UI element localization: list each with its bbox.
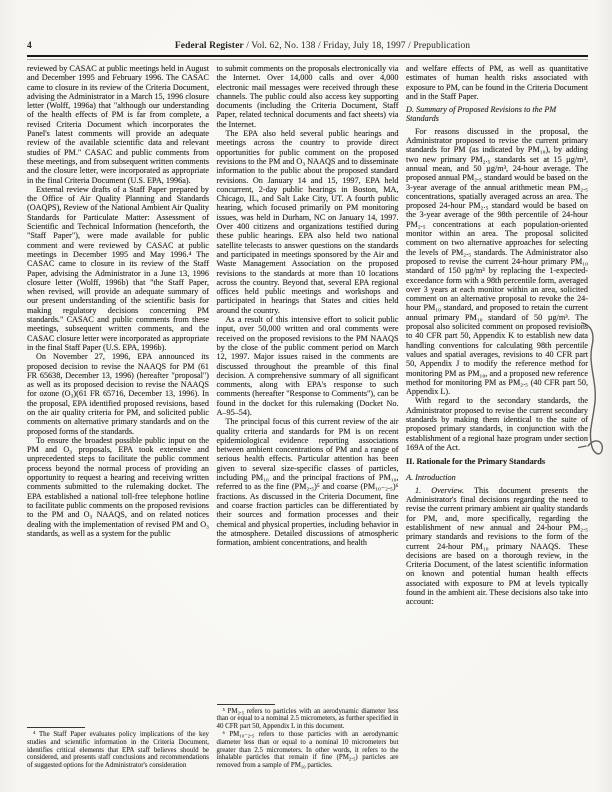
footnote-block	[217, 700, 399, 770]
handwritten-brace-annotation	[578, 320, 610, 470]
column-1	[27, 64, 209, 770]
column-3	[406, 64, 588, 770]
overview-lead-in: 1. Overview.	[415, 485, 465, 495]
paragraph: External review drafts of a Staff Paper prepared by the Office of Air Quality Planning and Standards (OAQPS), Review of the National Ambient Air Quality Standards for Particulate Matter: Assessment of Scientific and Technical Information (henceforth, the "Staff Paper"), were made available for public comment and were reviewed by CASAC at public meetings in December 1995 and May 1996.⁴ The CASAC came to closure in its review of the Staff Paper, advising the Administrator in a June 13, 1996 closure letter (Wolff, 1996b) that "the Staff Paper, when revised, will provide an adequate summary of our present understanding of the scientific basis for making regulatory decisions concerning PM standards." CASAC and public comments from these meetings, subsequent written comments, and the CASAC closure letter were incorporated as appropriate in the final Staff Paper (U.S. EPA, 1996b).	[27, 184, 209, 352]
paragraph: reviewed by CASAC at public meetings held in August and December 1995 and February 1996. The CASAC came to closure in its review of the Criteria Document, advising the Administrator in a March 15, 1996 closure letter (Wolff, 1996a) that "although our understanding of the health effects of PM is far from complete, a revised Criteria Document which incorporates the Panel's latest comments will provide an adequate review of the available scientific data and relevant studies of PM." CASAC and public comments from these meetings, and from subsequent written comments and the closure letter, were incorporated as appropriate in the final Criteria Document (U.S. EPA, 1996a).	[27, 64, 209, 185]
footnote-block	[27, 723, 209, 770]
paragraph: and welfare effects of PM, as well as quantitative estimates of human health risks associated with exposure to PM, can be found in the Criteria Document and in the Staff Paper.	[406, 64, 588, 101]
paragraph	[406, 486, 588, 607]
footnote-separator	[27, 727, 85, 728]
paragraph: With regard to the secondary standards, the Administrator proposed to revise the current secondary standards by making them identical to the suite of proposed primary standards, in conjunction with the establishment of a regional haze program under section 169A of the Act.	[406, 396, 588, 452]
column-2	[217, 64, 399, 770]
three-column-body	[27, 64, 588, 770]
header-title	[57, 41, 588, 52]
paragraph: The EPA also held several public hearings and meetings across the country to provide direct opportunities for public comment on the proposed revisions to the PM and O₃ NAAQS and to disseminate information to the public about the proposed standard revisions. On January 14 and 15, 1997, EPA held concurrent, 2-day public hearings in Boston, MA, Chicago, IL, and Salt Lake City, UT. A fourth public hearing, which focused primarily on PM monitoring issues, was held in Durham, NC on January 14, 1997. Over 400 citizens and organizations testified during these public hearings. EPA also held two national satellite telecasts to answer questions on the standards and participated in meetings sponsored by the Air and Waste Management Association on the proposed revisions to the standards at more than 10 locations across the country. Beyond that, several EPA regional offices held public meetings and workshops and participated in hearings that States and cities held around the country.	[216, 129, 399, 315]
section-heading-a-introduction: A. Introduction	[406, 473, 456, 483]
paragraph: For reasons discussed in the proposal, the Administrator proposed to revise the current primary standards for PM (as indicated by PM₁₀), by adding two new primary PM₂.₅ standards set at 15 µg/m³, annual mean, and 50 µg/m³, 24-hour average. The proposed annual PM₂.₅ standard would be based on the 3-year average of the annual arithmetic mean PM₂.₅ concentrations, spatially averaged across an area. The proposed 24-hour PM₂.₅ standard would be based on the 3-year average of the 98th percentile of 24-hour PM₂.₅ concentrations at each population-oriented monitor within an area. The proposal solicited comment on two alternative approaches for selecting the levels of PM₂.₅ standards. The Administrator also proposed to revise the current 24-hour primary PM₁₀ standard of 150 µg/m³ by replacing the 1-expected-exceedance form with a 98th percentile form, averaged over 3 years at each monitor within an area, solicited comment on an alternative proposal to revoke the 24-hour PM₁₀ standard, and proposed to retain the current annual primary PM₁₀ standard of 50 µg/m³. The proposal also solicited comment on proposed revisions to 40 CFR part 50, Appendix K to establish new data handling conventions for calculating 98th percentile values and spatial averages, revisions to 40 CFR part 50, Appendix J to modify the reference method for monitoring PM as PM₁₀, and a proposed new reference method for monitoring PM as PM₂.₅ (40 CFR part 50, Appendix L).	[406, 126, 588, 397]
footnote-4: ⁴ The Staff Paper evaluates policy implications of the key studies and scientific information in the Criteria Document, identifies critical elements that EPA staff believes should be considered, and presents staff conclusions and recommendations of suggested options for the Administrator's consideration	[27, 731, 209, 770]
page-header	[27, 41, 588, 52]
header-journal-name: Federal Register	[174, 41, 244, 51]
section-heading-d-summary: D. Summary of Proposed Revisions to the PM Standards	[406, 105, 557, 124]
footnote-separator	[217, 704, 275, 705]
header-rule-shadow	[27, 59, 588, 60]
footnote-5: ⁵ PM₂.₅ refers to particles with an aerodynamic diameter less than or equal to a nominal 2.5 micrometers, as further specified in 40 CFR part 50, Appendix L in this document.	[216, 707, 399, 731]
paragraph: As a result of this intensive effort to solicit public input, over 50,000 written and oral comments were received on the proposed revisions to the PM NAAQS by the close of the public comment period on March 12, 1997. Major issues raised in the comments are discussed throughout the preamble of this final decision. A comprehensive summary of all significant comments, along with EPA's response to such comments (hereafter "Response to Comments"), can be found in the docket for this rulemaking (Docket No. A–95–54).	[216, 315, 399, 417]
paragraph: The principal focus of this current review of the air quality criteria and standards for PM is on recent epidemiological evidence reporting associations between ambient concentrations of PM and a range of serious health effects. Particular attention has been given to several size-specific classes of particles, including PM₁₀ and the principal fractions of PM₁₀, referred to as the fine (PM₂.₅)⁵ and coarse (PM₁₀₋₂.₅)⁶ fractions. As discussed in the Criteria Document, fine and coarse fraction particles can be differentiated by their sources and formation processes and their chemical and physical properties, including behavior in the atmosphere. Detailed discussions of atmospheric formation, ambient concentrations, and health	[216, 417, 399, 548]
paragraph: To ensure the broadest possible public input on the PM and O₃ proposals, EPA took extensive and unprecedented steps to facilitate the public comment process beyond the normal process of providing an opportunity to request a hearing and receiving written comments submitted to the rulemaking docket. The EPA established a national toll-free telephone hotline to facilitate public comments on the proposed revisions to the PM and O₃ NAAQS, and on related notices dealing with the implementation of revised PM and O₃ standards, as well as a system for the public	[27, 435, 209, 538]
paragraph: to submit comments on the proposals electronically via the Internet. Over 14,000 calls and over 4,000 electronic mail messages were received through these channels. The public could also access key supporting documents (including the Criteria Document, Staff Paper, related technical documents and fact sheets) via the Internet.	[216, 64, 399, 129]
header-rule-divider	[27, 55, 588, 57]
paragraph: On November 27, 1996, EPA announced its proposed decision to revise the NAAQS for PM (61 FR 65638, December 13, 1996) (hereafter "proposal") as well as its proposed decision to revise the NAAQS for ozone (O₃)(61 FR 65716, December 13, 1996). In the proposal, EPA identified proposed revisions, based on the air quality criteria for PM, and solicited public comments on alternative primary standards and on the proposed forms of the standards.	[27, 352, 209, 436]
overview-text: This document presents the Administrator's final decisions regarding the need to revise the current primary ambient air quality standards for PM, and, more specifically, regarding the establishment of new annual and 24-hour PM₂.₅ primary standards and revisions to the form of the current 24-hour PM₁₀ primary NAAQS. These decisions are based on a thorough review, in the Criteria Document, of the latest scientific information on known and potential human health effects associated with exposure to PM at levels typically found in the ambient air. These decisions also take into account:	[406, 485, 588, 607]
header-issue-info: / Vol. 62, No. 138 / Friday, July 18, 1997 / Prepublication	[243, 41, 471, 51]
page-number: 4	[27, 41, 32, 51]
section-heading-ii-rationale: II. Rationale for the Primary Standards	[406, 457, 546, 467]
footnote-6: ⁶ PM₁₀₋₂.₅ refers to those particles with an aerodynamic diameter less than or equal to a nominal 10 micrometers but greater than 2.5 micrometers. In other words, it refers to the inhalable particles that remain if fine (PM₂.₅) particles are removed from a sample of PM₁₀ particles.	[216, 731, 399, 770]
